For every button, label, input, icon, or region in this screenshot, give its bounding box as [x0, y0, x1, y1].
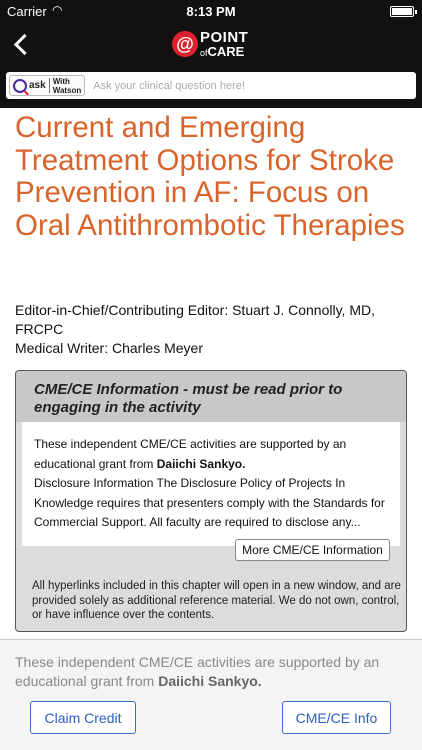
cme-ce-info-button[interactable]: CME/CE Info: [282, 701, 391, 734]
editor-line: Editor-in-Chief/Contributing Editor: Stuart J. Connolly, MD, FRCPC: [15, 302, 375, 337]
badge-divider: [49, 78, 50, 93]
cme-heading: CME/CE Information - must be read prior to engaging in the activity: [16, 371, 406, 422]
cme-details: [22, 422, 400, 546]
point-of-care-logo: [172, 29, 248, 59]
back-chevron-icon[interactable]: [8, 28, 38, 60]
logo-line-point: POINT: [200, 29, 249, 46]
ask-watson-badge[interactable]: [9, 75, 85, 96]
cme-support-text: These independent CME/CE activities are supported by an educational grant from: [34, 437, 347, 471]
watson-label: Watson: [52, 85, 82, 95]
nav-bar: [0, 22, 422, 66]
clinical-question-input[interactable]: [93, 75, 416, 97]
hyperlink-disclaimer: All hyperlinks included in this chapter will open in a new window, and are provided solely as additional reference material. We do not own, control, or have influence over the contents.: [32, 580, 401, 621]
logo-at-symbol: @: [172, 31, 198, 57]
cme-sponsor: Daiichi Sankyo.: [156, 456, 246, 471]
ask-watson-icon: [13, 79, 27, 93]
more-cme-info-button[interactable]: More CME/CE Information: [235, 539, 390, 561]
footer-support-text: [15, 653, 410, 690]
logo-line-care: CARE: [207, 44, 245, 59]
cme-info-panel: [15, 370, 407, 632]
claim-credit-button[interactable]: Claim Credit: [30, 701, 136, 734]
with-label: With: [52, 76, 70, 86]
battery-icon: [390, 6, 414, 17]
app-header: [0, 0, 422, 108]
status-bar: [0, 0, 422, 22]
article-credits: [15, 301, 410, 358]
footer-support-prefix: These independent CME/CE activities are supported by an educational grant from: [15, 654, 380, 689]
wifi-icon: ◠: [52, 3, 63, 17]
article-title: Current and Emerging Treatment Options for Stroke Prevention in AF: Focus on Oral Antithrombotic Therapies: [15, 111, 405, 242]
footer-sponsor: Daiichi Sankyo.: [158, 672, 262, 689]
writer-line: Medical Writer: Charles Meyer: [15, 340, 204, 356]
search-bar: [6, 72, 416, 99]
logo-of: of: [200, 48, 208, 58]
carrier-label: Carrier: [7, 4, 47, 19]
ask-label: ask: [29, 80, 46, 91]
cme-disclosure-text: Disclosure Information The Disclosure Policy of Projects In Knowledge requires that presenters comply with the Standards for Commercial Support. All faculty are required to disclose any...: [34, 476, 385, 529]
status-time: 8:13 PM: [186, 4, 236, 19]
footer-bar: [0, 640, 422, 750]
